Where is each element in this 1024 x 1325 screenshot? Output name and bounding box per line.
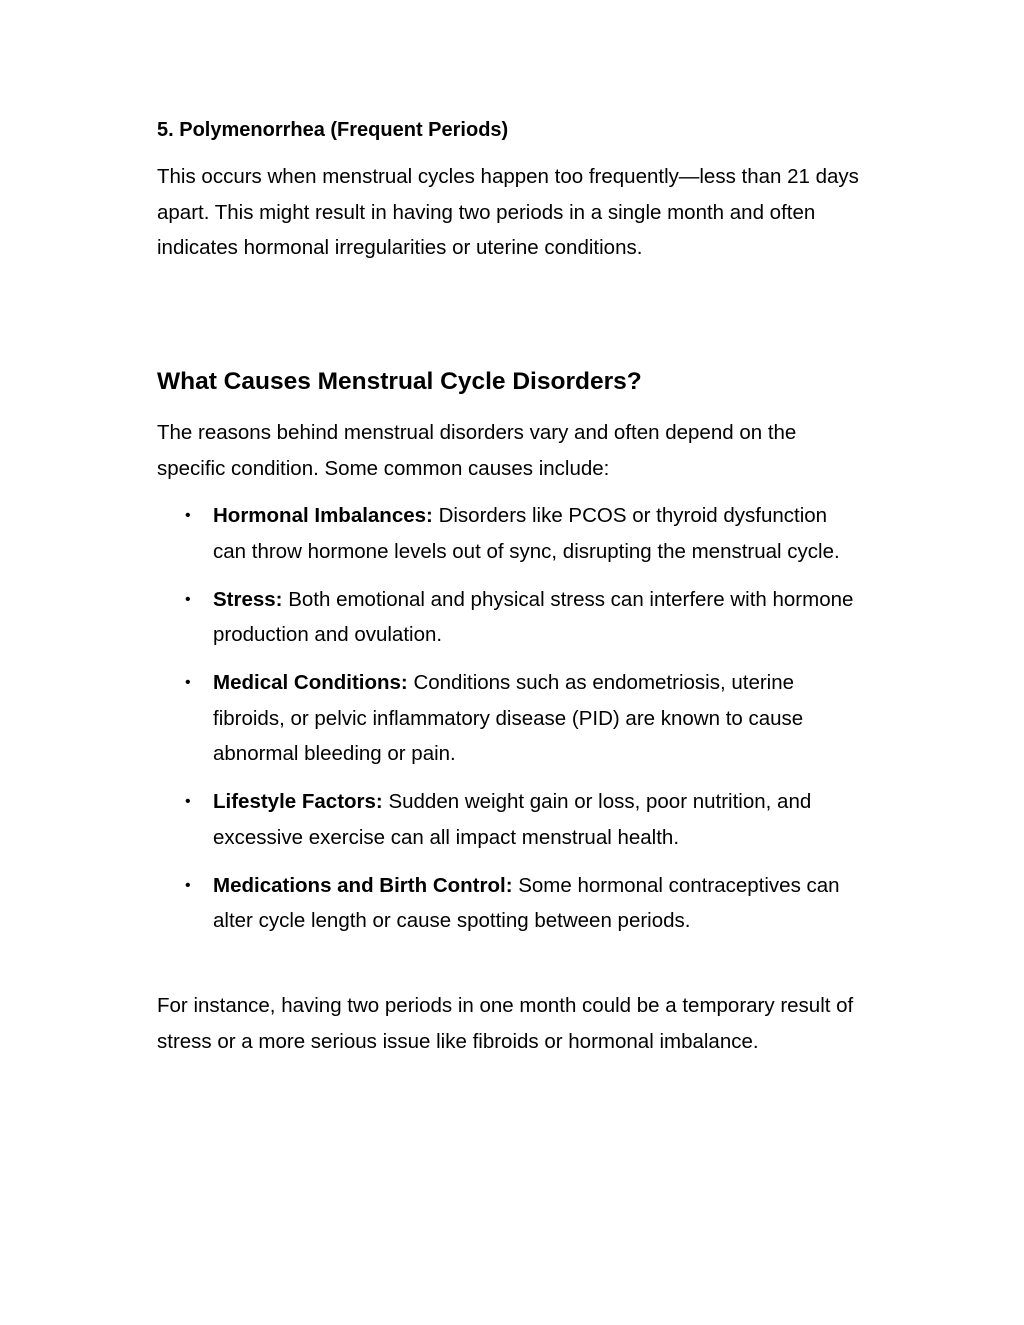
list-item-term: Medications and Birth Control: xyxy=(213,873,513,897)
list-item-text: Conditions such as endometriosis, uterine fibroids, or pelvic inflammatory disease (PID) are known to cause abnormal bleeding or pain. xyxy=(213,671,804,765)
subsection-paragraph: This occurs when menstrual cycles happen too frequently—less than 21 days apart. This might result in having two periods in a single month and often indicates hormonal irregularities or uterine conditions. xyxy=(157,165,859,259)
list-item-hormonal-imbalances xyxy=(157,498,862,569)
list-item-medications-birth-control xyxy=(157,868,862,939)
list-item-text: Both emotional and physical stress can interfere with hormone production and ovulation. xyxy=(213,587,854,646)
list-item-term: Medical Conditions: xyxy=(213,671,408,694)
subsection-heading: 5. Polymenorrhea (Frequent Periods) xyxy=(157,119,509,141)
list-item-term: Hormonal Imbalances: xyxy=(213,504,433,527)
bullet-icon: • xyxy=(185,793,191,810)
bullet-icon: • xyxy=(185,876,191,894)
list-item-lifestyle-factors xyxy=(157,784,862,855)
list-item-medical-conditions xyxy=(157,665,862,772)
list-item-text: Disorders like PCOS or thyroid dysfunction can throw hormone levels out of sync, disrupting the menstrual cycle. xyxy=(213,504,840,563)
list-item-term: Stress: xyxy=(213,587,283,611)
section-intro-paragraph: The reasons behind menstrual disorders vary and often depend on the specific condition. Some common causes include: xyxy=(157,421,797,480)
closing-paragraph: For instance, having two periods in one month could be a temporary result of stress or a more serious issue like fibroids or hormonal imbalance. xyxy=(157,994,854,1053)
list-item-stress xyxy=(157,582,862,653)
bullet-icon: • xyxy=(185,590,191,608)
section-heading: What Causes Menstrual Cycle Disorders? xyxy=(157,368,642,395)
list-item-text: Sudden weight gain or loss, poor nutrition, and excessive exercise can all impact menstrual health. xyxy=(213,790,812,849)
list-item-text: Some hormonal contraceptives can alter cycle length or cause spotting between periods. xyxy=(213,873,840,932)
list-item-term: Lifestyle Factors: xyxy=(213,790,383,813)
causes-list xyxy=(157,498,862,951)
bullet-icon: • xyxy=(185,507,191,524)
bullet-icon: • xyxy=(185,674,191,691)
